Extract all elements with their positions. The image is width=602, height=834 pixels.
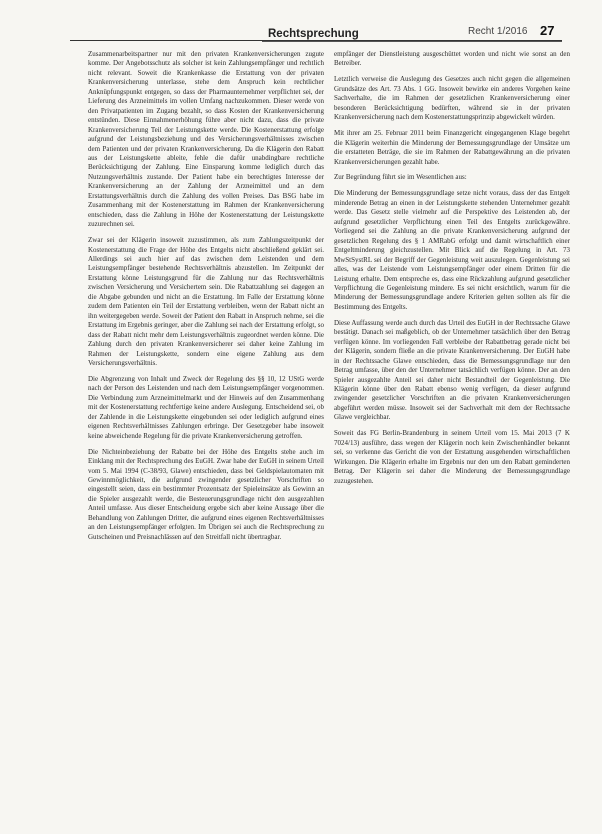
paragraph: Letztlich verweise die Auslegung des Gesetzes auch nicht gegen die allgemeinen Grundsätze des Art. 73 Abs. 1 GG. Insoweit bewirke ein anderes Vorgehen keine Sachverhalte, die im Rahmen der gesetzlichen Krankenversicherung einer besonderen Berücksichtigung bedürften, während sie in der privaten Krankenversicherung nach dem Kostenerstattungsprinzip abgewickelt würden. <box>334 75 570 122</box>
page-header <box>0 0 602 46</box>
page-number: 27 <box>540 23 555 38</box>
paragraph: Zur Begründung führt sie im Wesentlichen aus: <box>334 173 467 182</box>
paragraph: Die Abgrenzung von Inhalt und Zweck der Regelung des §§ 10, 12 UStG werde nach der Person des Leistenden und nach dem Leistungsempfänger vorgenommen. Die Verbindung zum Arzneimittelmarkt und der Hinweis auf den Zusammenhang mit der Kostenerstattung rechtfertige keine andere Auslegung. Entscheidend sei, ob der Zahlende in die Leistungskette eingebunden sei oder lediglich aufgrund eines eigenen Rechtsverhältnisses Zahlungen erbringe. Der Gesetzgeber habe insoweit keine abweichende Regelung für die private Krankenversicherung getroffen. <box>88 374 324 440</box>
section-title: Rechtsprechung <box>268 28 359 40</box>
right-column <box>334 50 570 830</box>
left-column <box>88 50 324 830</box>
paragraph: Diese Auffassung werde auch durch das Urteil des EuGH in der Rechtssache Glawe bestätigt. Danach sei maßgeblich, ob der Unternehmer tatsächlich über den Betrag verfügen könne. Im vorliegenden Fall verbleibe der Rabattbetrag gerade nicht bei der Klägerin, sondern fließe an die private Krankenversicherung. Der EuGH habe in der Rechtssache Glawe entschieden, dass die Bemessungsgrundlage nur den Betrag umfasse, über den der Unternehmer tatsächlich verfügen könne. Der an den Spieler ausgezahlte Anteil sei daher nicht Bestandteil der Gegenleistung. Die Klägerin könne über den Rabatt ebenso wenig verfügen, da dieser aufgrund zwingender gesetzlicher Vorschriften an die privaten Krankenversicherungen abgeführt werden müsse. Insoweit sei der Sachverhalt mit dem der Rechtssache Glawe vergleichbar. <box>334 318 570 422</box>
paragraph: Zusammenarbeitspartner nur mit den privaten Krankenversicherungen zugute komme. Der Angebotsschutz als solcher ist kein Zahlungsempfänger und rechtlich nicht relevant. Soweit die Krankenkasse die Erstattung von der privaten Krankenversicherung unterlasse, stehe dem Anspruch kein rechtlicher Anknüpfungspunkt entgegen, so dass der Pharmaunternehmer verpflichtet sei, der Lieferung des Arzneimittels im vollen Umfang nachzukommen. Dieser werde von den Privatpatienten im Zugang bezahlt, so dass Kosten der Krankenversicherung entstünden. Diese Einnahmenerhöhung führe aber nicht dazu, dass die private Krankenversicherung Teil der Leistungskette werde. Die Kostenerstattung erfolge aufgrund der Leistungsbeziehung und des Versicherungsverhältnisses zwischen dem Patienten und der privaten Krankenversicherung. Da die Klägerin den Rabatt aus der Leistungskette ableite, fehle die dafür unabdingbare rechtliche Berücksichtigung der Zahlung. Eine Einsparung komme lediglich durch das Nutzungsverhältnis zustande. Der Patient habe ein berechtigtes Interesse der Krankenversicherung an der Zahlung der Arzneimittel und an dem Erstattungsverhältnis durch die Zahlung des vollen Preises. Das BSG habe im Zusammenhang mit der Kostenerstattung im Rahmen der Krankenversicherung entschieden, dass die Zahlung in Höhe der Kostenerstattung der Leistungskette zuzurechnen sei. <box>88 50 324 229</box>
paragraph: Zwar sei der Klägerin insoweit zuzustimmen, als zum Zahlungszeitpunkt der Kostenerstattung die Frage der Höhe des Entgelts nicht abschließend geklärt sei. Allerdings sei auch hier auf das zwischen dem Leistenden und dem Leistungsempfänger bestehende Rechtsverhältnis abzustellen. Im Zeitpunkt der Erstattung könne Leistungsgrund für die Zahlung nur das Rechtsverhältnis zwischen Versicherung und Versichertem sein. Die Rabattzahlung sei dagegen an die Abgabe gebunden und nicht an die Erstattung. Im Falle der Erstattung könne zudem dem Patienten ein Teil der Erstattung verbleiben, wenn der Rabatt nicht an ihn weitergegeben werde. Soweit der Patient den Rabatt in Anspruch nehme, sei die Erstattung im Ergebnis geringer, aber die Zahlung sei nach der Erstattung erfolgt, so dass der Rabatt nicht mehr dem Leistungsverhältnis zugeordnet werden könne. Die Zahlung durch den privaten Krankenversicherer sei daher keine Zahlung im Rahmen der Leistungskette, sondern eine eigene Zahlung aus dem Versicherungsverhältnis. <box>88 236 324 367</box>
paragraph: Mit ihrer am 25. Februar 2011 beim Finanzgericht eingegangenen Klage begehrt die Klägerin weiterhin die Minderung der Bemessungsgrundlage der Umsätze um die erstatteten Beträge, die sie im Rahmen der Rabattgewährung an die privaten Krankenversicherungen gezahlt habe. <box>334 129 570 166</box>
paragraph: empfänger der Dienstleistung ausgeschüttet worden und nicht wie sonst an den Betreiber. <box>334 50 570 68</box>
paragraph: Die Minderung der Bemessungsgrundlage setze nicht voraus, dass der das Entgelt minderende Betrag an einen in der Leistungskette stehenden Unternehmer gezahlt werde. Das Gesetz stelle vielmehr auf die Perspektive des Leistenden ab, der aufgrund gesetzlicher Verpflichtung einen Teil des Entgelts zurückgewähre. Vorliegend sei die Zahlung an die private Krankenversicherung aufgrund der gesetzlichen Regelung des § 1 AMRabG erfolgt und damit wirtschaftlich einer Entgeltminderung gleichzustellen. Mit Blick auf die Regelung in Art. 73 MwStSystRL sei der Begriff der Gegenleistung weit auszulegen. Gegenleistung sei alles, was der Leistende vom Leistungsempfänger oder einem Dritten für die Leistung erhalte. Dem entspreche es, dass eine Rückzahlung aufgrund gesetzlicher Verpflichtung die Gegenleistung mindere. Es sei nicht ersichtlich, warum für die Minderung der Bemessungsgrundlage andere Kriterien gelten sollten als für die Bestimmung des Entgelts. <box>334 189 570 311</box>
paragraph: Die Nichteinbeziehung der Rabatte bei der Höhe des Entgelts stehe auch im Einklang mit der Rechtsprechung des EuGH. Zwar habe der EuGH in seinem Urteil vom 5. Mai 1994 (C-38/93, Glawe) entschieden, dass bei Geldspielautomaten mit Gewinnmöglichkeit, die aufgrund zwingender gesetzlicher Vorschriften so eingestellt seien, dass ein bestimmter Prozentsatz der Spieleinsätze als Gewinn an die Spieler ausgezahlt werde, die Besteuerungsgrundlage nicht den ausgezahlten Anteil umfasse. Aus dieser Entscheidung ergebe sich aber keine Aussage über die Behandlung von Zahlungen Dritter, die aufgrund eines eigenen Rechtsverhältnisses an den Leistungsempfänger erfolgten. Im Übrigen sei auch die Rechtsprechung zu Gutscheinen und Preisnachlässen auf den Streitfall nicht übertragbar. <box>88 447 324 541</box>
paragraph: Soweit das FG Berlin-Brandenburg in seinem Urteil vom 15. Mai 2013 (7 K 7024/13) ausführe, dass wegen der Klägerin noch kein Zwischenhändler bekannt sei, so verkenne das Gericht die von der Erstattung ausgehenden wirtschaftlichen Wirkungen. Die Klägerin erhalte im Ergebnis nur den um den Rabatt geminderten Betrag. Der Klägerin sei daher die Minderung der Bemessungsgrundlage zuzugestehen. <box>334 429 570 485</box>
header-divider-secondary <box>262 41 562 42</box>
issue-label: Recht 1/2016 <box>468 26 528 37</box>
